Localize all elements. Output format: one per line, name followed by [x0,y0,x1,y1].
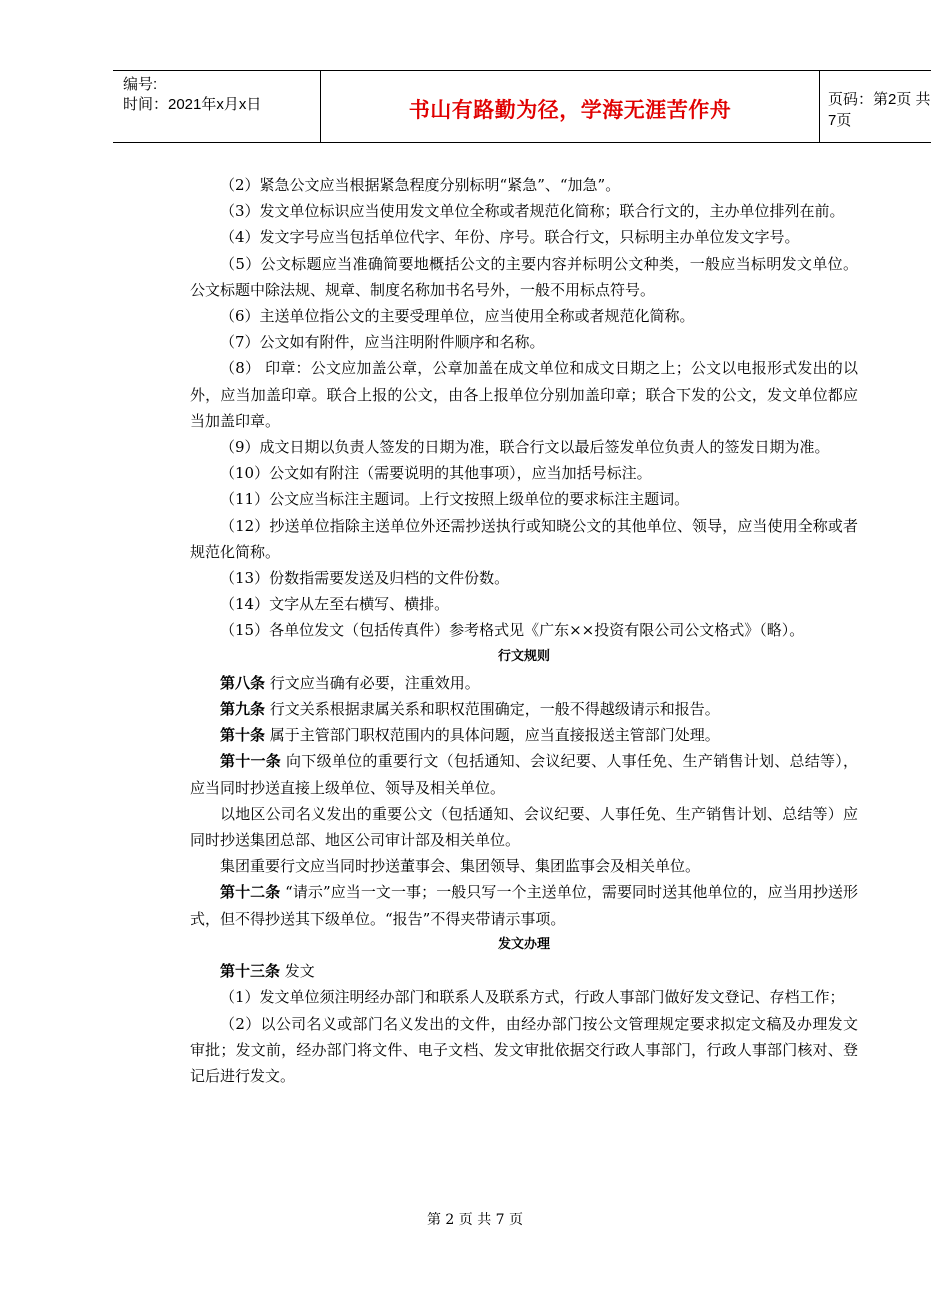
article [190,696,858,722]
paragraph: （2）以公司名义或部门名义发出的文件，由经办部门按公文管理规定要求拟定文稿及办理发文审批；发文前，经办部门将文件、电子文档、发文审批依据交行政人事部门，行政人事部门核对、登记后进行发文。 [190,1014,858,1085]
paragraph: （14）文字从左至右横写、横排。 [220,595,450,614]
article [190,748,858,800]
paragraph: （8） 印章：公文应加盖公章，公章加盖在成文单位和成文日期之上；公文以电报形式发出的以外，应当加盖印章。联合上报的公文，由各上报单位分别加盖印章；联合下发的公文，发文单位都应当加盖印章。 [190,359,858,430]
article-label: 第九条 [220,700,266,719]
time-label: 时间：2021年x月x日 [123,96,262,113]
article-label: 第十一条 [220,752,282,771]
article [190,670,858,696]
article-label: 第十三条 [220,962,281,981]
paragraph: （6）主送单位指公文的主要受理单位，应当使用全称或者规范化简称。 [220,307,695,326]
document-body [190,172,858,1089]
paragraph: 集团重要行文应当同时抄送董事会、集团领导、集团监事会及相关单位。 [220,857,701,876]
article [190,722,858,748]
number-label: 编号: [123,76,158,93]
paragraph: （13）份数指需要发送及归档的文件份数。 [220,569,510,588]
article-label: 第十条 [220,726,266,745]
paragraph: （15）各单位发文（包括传真件）参考格式见《广东××投资有限公司公文格式》（略）。 [220,621,805,640]
paragraph: （5）公文标题应当准确简要地概括公文的主要内容并标明公文种类，一般应当标明发文单位。公文标题中除法规、规章、制度名称加书名号外，一般不用标点符号。 [190,254,858,299]
article-text: 属于主管部门职权范围内的具体问题，应当直接报送主管部门处理。 [265,726,720,745]
section-title: 发文办理 [497,936,550,952]
header-page-code: 页码：第2页 共7页 [828,90,931,129]
page-header [113,70,931,143]
paragraph: （7）公文如有附件，应当注明附件顺序和名称。 [220,333,545,352]
article-text: 行文关系根据隶属关系和职权范围确定，一般不得越级请示和报告。 [265,700,720,719]
paragraph: （11）公文应当标注主题词。上行文按照上级单位的要求标注主题词。 [220,490,690,509]
article-text: 发文 [280,962,315,981]
paragraph: （2）紧急公文应当根据紧急程度分别标明“紧急”、“加急”。 [220,176,621,194]
article-text: 行文应当确有必要，注重效用。 [265,673,480,692]
section-title: 行文规则 [497,648,550,664]
header-motto-cell [320,71,820,142]
article-text: “请示”应当一文一事；一般只写一个主送单位，需要同时送其他单位的，应当用抄送形式，但不得抄送其下级单位。“报告”不得夹带请示事项。 [190,883,858,928]
article-label: 第十二条 [220,883,281,902]
paragraph: （12）抄送单位指除主送单位外还需抄送执行或知晓公文的其他单位、领导，应当使用全称或者规范化简称。 [190,516,858,561]
paragraph: （9）成文日期以负责人签发的日期为准，联合行文以最后签发单位负责人的签发日期为准。 [220,438,830,457]
article-label: 第八条 [220,673,266,692]
paragraph: （10）公文如有附注（需要说明的其他事项），应当加括号标注。 [220,464,652,483]
paragraph: （1）发文单位须注明经办部门和联系人及联系方式，行政人事部门做好发文登记、存档工作； [220,988,845,1007]
paragraph: 以地区公司名义发出的重要公文（包括通知、会议纪要、人事任免、生产销售计划、总结等）应同时抄送集团总部、地区公司审计部及相关单位。 [190,804,858,850]
paragraph: （3）发文单位标识应当使用发文单位全称或者规范化简称；联合行文的，主办单位排列在前。 [220,202,845,221]
header-motto: 书山有路勤为径，学海无涯苦作舟 [408,97,732,122]
article [190,879,858,931]
page-footer: 第 2 页 共 7 页 [426,1212,524,1228]
header-meta [113,71,320,142]
article [190,958,858,984]
paragraph: （4）发文字号应当包括单位代字、年份、序号。联合行文，只标明主办单位发文字号。 [220,228,800,247]
article-text: 向下级单位的重要行文（包括通知、会议纪要、人事任免、生产销售计划、总结等），应当同时抄送直接上级单位、领导及相关单位。 [190,752,858,797]
